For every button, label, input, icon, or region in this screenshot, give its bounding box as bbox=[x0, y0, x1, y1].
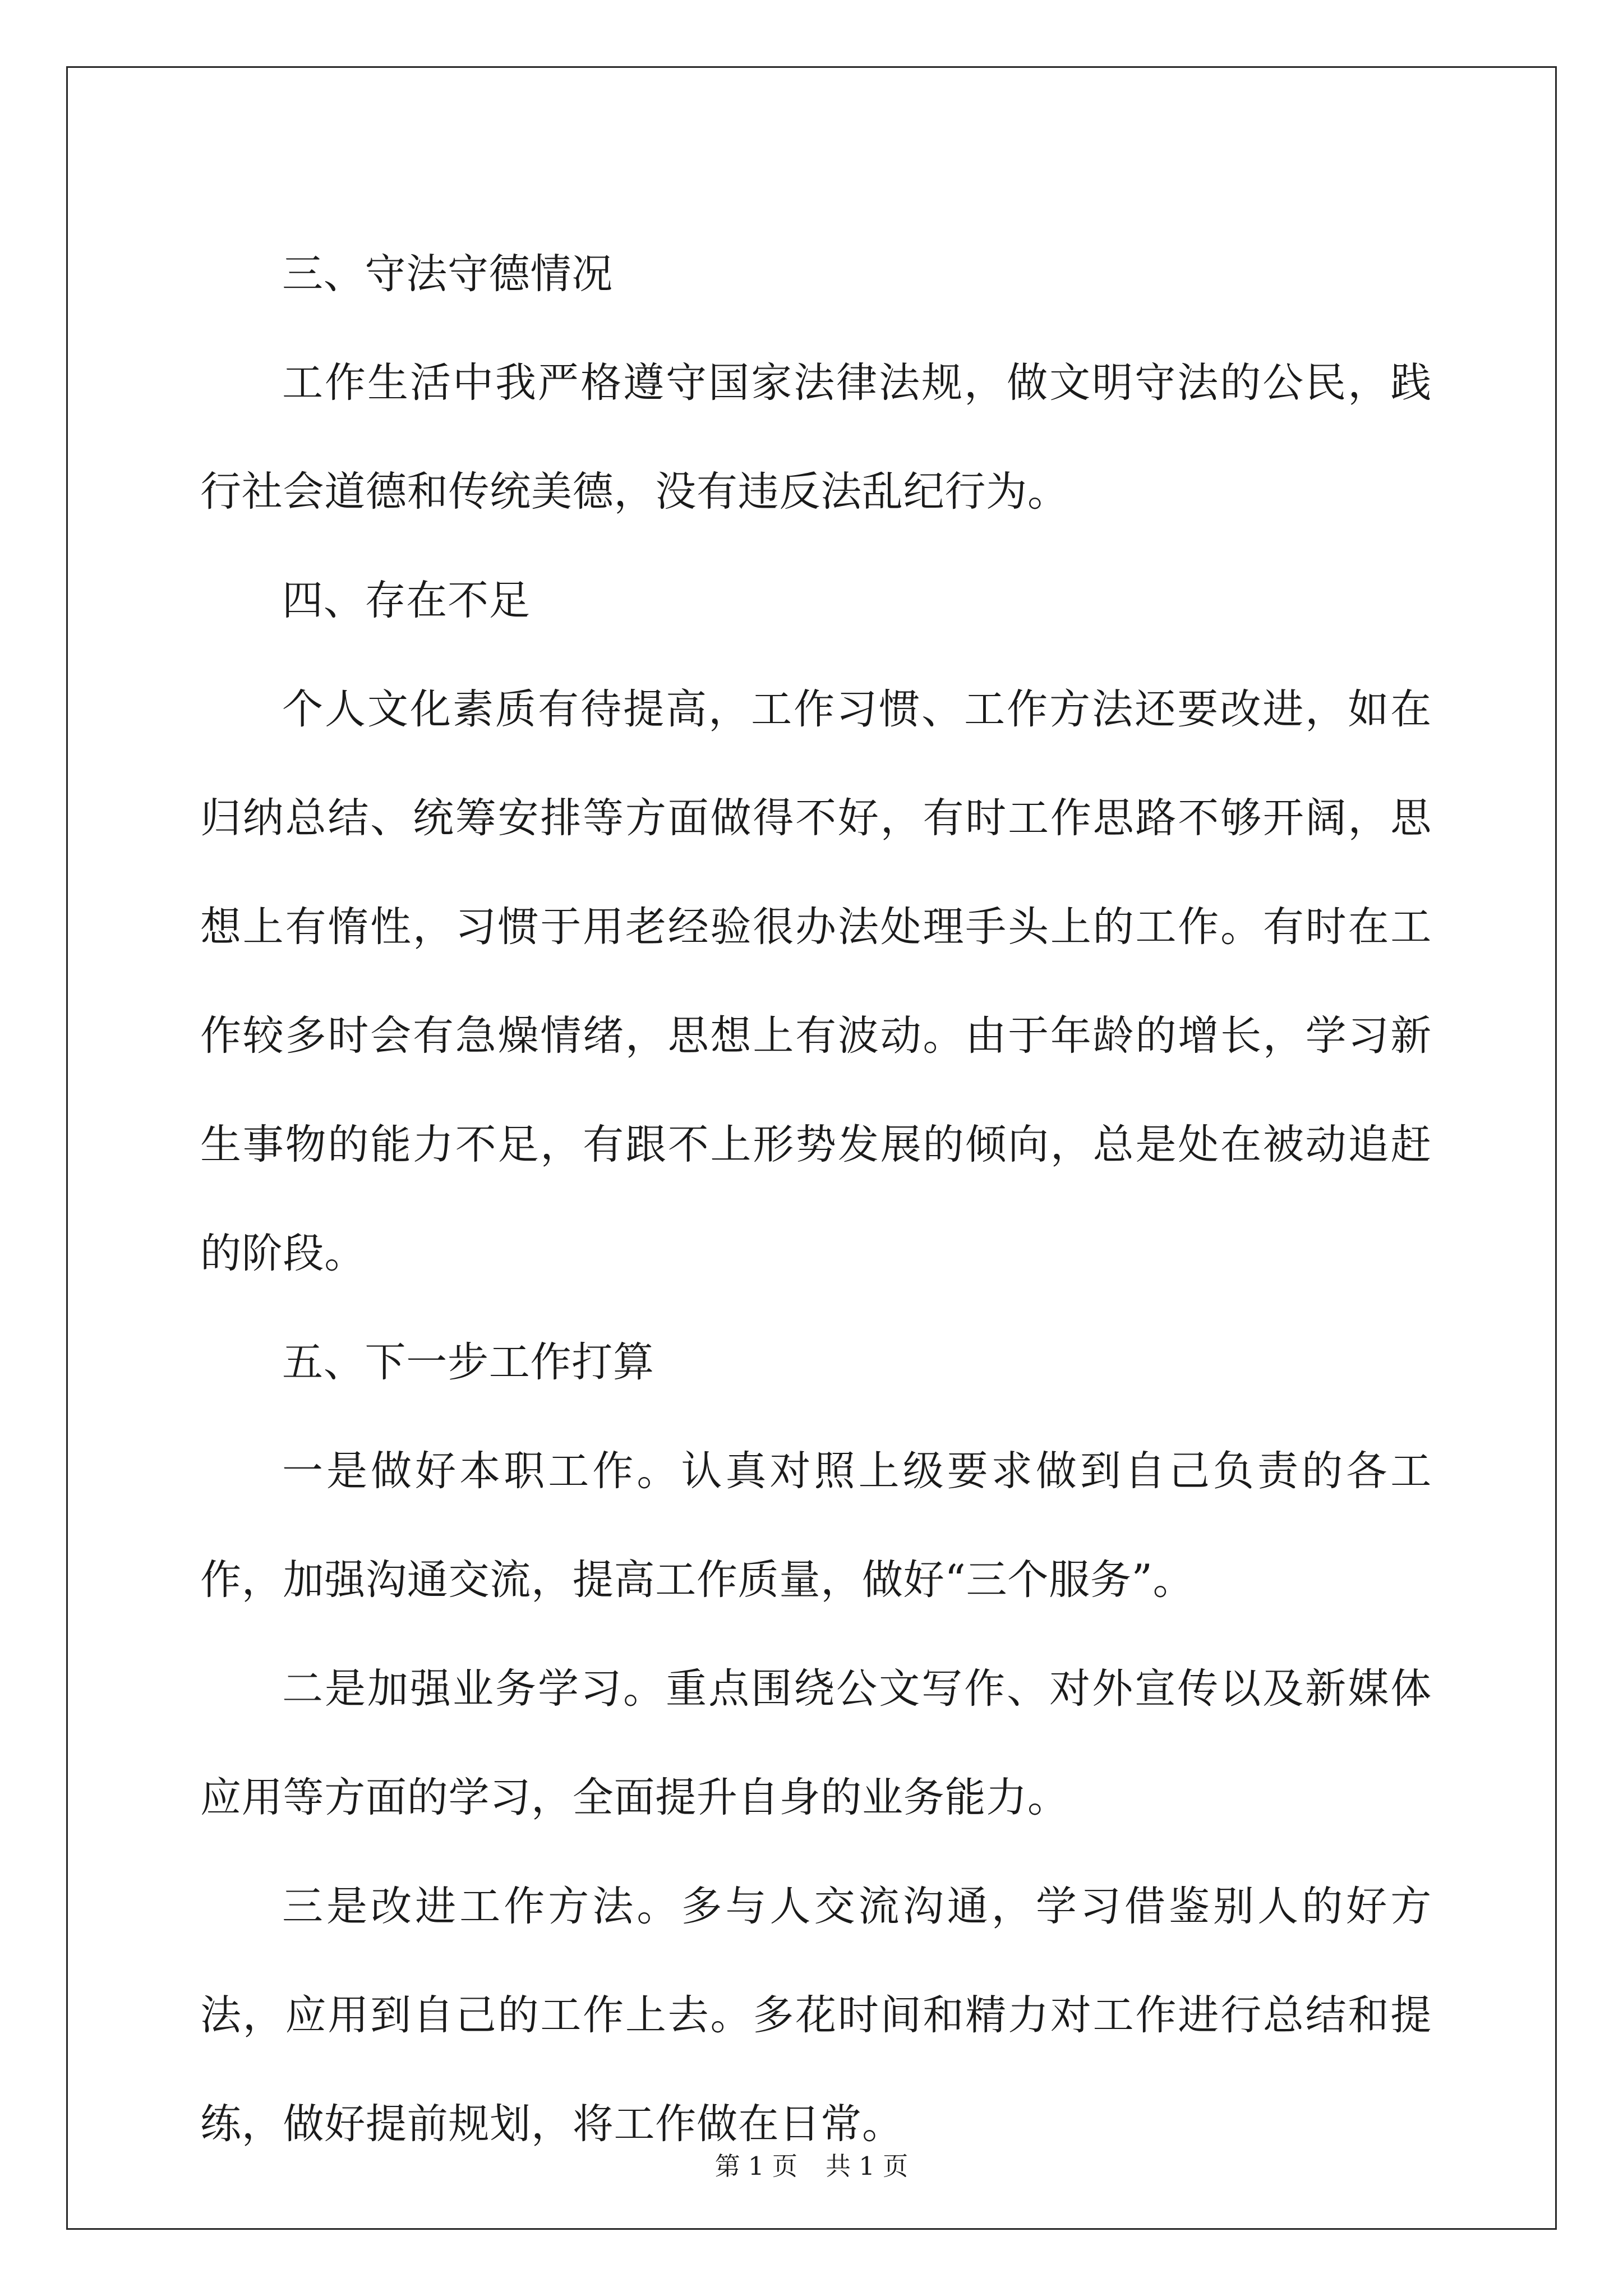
page-footer bbox=[0, 2150, 1623, 2183]
page-number: 第 1 页 bbox=[714, 2151, 797, 2181]
paragraph-plan-2: 二是加强业务学习。重点围绕公文写作、对外宣传以及新媒体应用等方面的学习，全面提升自身的业务能力。 bbox=[200, 1665, 1432, 1821]
section-heading-4: 四、存在不足 bbox=[282, 577, 531, 624]
page-total: 共 1 页 bbox=[826, 2151, 909, 2181]
section-heading-3: 三、守法守德情况 bbox=[282, 250, 613, 298]
paragraph-law-ethics: 工作生活中我严格遵守国家法律法规，做文明守法的公民，践行社会道德和传统美德，没有违反法乱纪行为。 bbox=[200, 359, 1432, 516]
paragraph-plan-3: 三是改进工作方法。多与人交流沟通，学习借鉴别人的好方法，应用到自己的工作上去。多花时间和精力对工作进行总结和提练，做好提前规划，将工作做在日常。 bbox=[200, 1883, 1432, 2148]
section-heading-5: 五、下一步工作打算 bbox=[282, 1338, 654, 1386]
paragraph-shortcomings: 个人文化素质有待提高，工作习惯、工作方法还要改进，如在归纳总结、统筹安排等方面做得不好，有时工作思路不够开阔，思想上有惰性，习惯于用老经验很办法处理手头上的工作。有时在工作较多时会有急燥情绪，思想上有波动。由于年龄的增长，学习新生事物的能力不足，有跟不上形势发展的倾向，总是处在被动追赶的阶段。 bbox=[200, 685, 1432, 1277]
paragraph-plan-1: 一是做好本职工作。认真对照上级要求做到自己负责的各工作，加强沟通交流，提高工作质量，做好“三个服务”。 bbox=[200, 1447, 1432, 1604]
document-body bbox=[200, 220, 1432, 2179]
